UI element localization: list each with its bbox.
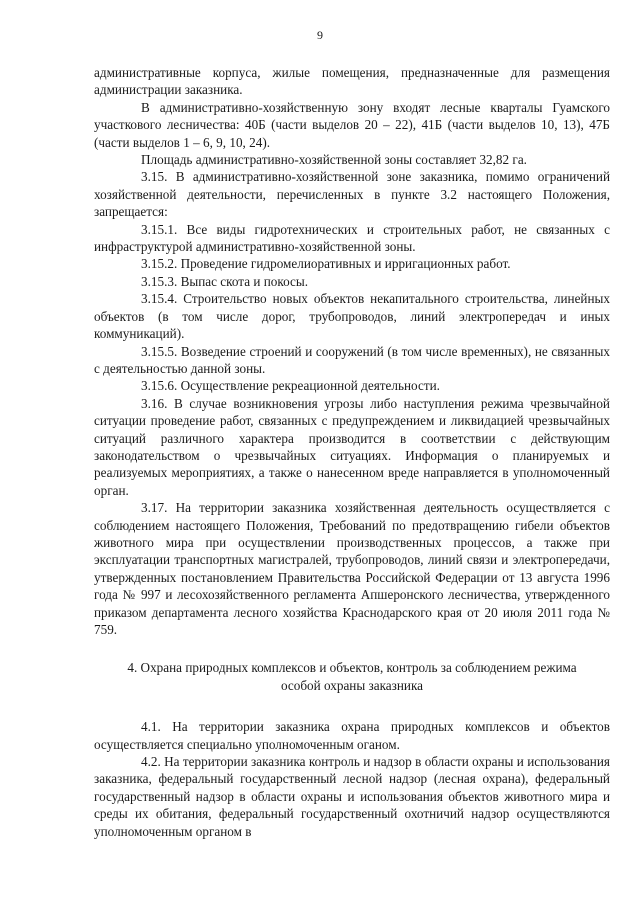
paragraph: 3.16. В случае возникновения угрозы либо наступления режима чрезвычайной ситуации проведение работ, связанных с предупреждением и ликвидацией чрезвычайных ситуаций различного характера производится в соответствии с действующим законодательством о чрезвычайных ситуациях. Информация о планируемых и реализуемых мероприятиях, а также о нанесенном вреде направляется в уполномоченный орган. (94, 395, 610, 498)
paragraph: 3.15. В административно-хозяйственной зоне заказника, помимо ограничений хозяйственной деятельности, перечисленных в пункте 3.2 настоящего Положения, запрещается: (94, 169, 610, 220)
paragraph: 3.15.2. Проведение гидромелиоративных и ирригационных работ. (141, 256, 511, 272)
paragraph: В административно-хозяйственную зону входят лесные кварталы Гуамского участкового лесничества: 40Б (части выделов 20 – 22), 41Б (части выделов 10, 13), 47Б (части выделов 1 – 6, 9, 10, 24). (94, 99, 610, 150)
paragraph: Площадь административно-хозяйственной зоны составляет 32,82 га. (141, 152, 527, 168)
paragraph: 4.1. На территории заказника охрана природных комплексов и объектов осуществляется специально уполномоченным оганом. (94, 719, 610, 752)
section-heading: 4. Охрана природных комплексов и объектов, контроль за соблюдением режима особой охраны заказника (127, 660, 577, 693)
paragraph: 4.2. На территории заказника контроль и надзор в области охраны и использования заказника, федеральный государственный лесной надзор (лесная охрана), федеральный государственный надзор в области охраны и использования объектов животного мира и среды их обитания, федеральный государственный охотничий надзор осуществляются уполномоченным органом в (94, 754, 610, 839)
page-number: 9 (317, 28, 323, 42)
paragraph: 3.15.6. Осуществление рекреационной деятельности. (141, 378, 440, 394)
paragraph: 3.15.1. Все виды гидротехнических и строительных работ, не связанных с инфраструктурой административно-хозяйственной зоны. (94, 221, 610, 255)
paragraph: 3.15.3. Выпас скота и покосы. (141, 273, 309, 289)
paragraph: 3.17. На территории заказника хозяйственная деятельность осуществляется с соблюдением настоящего Положения, Требований по предотвращению гибели объектов животного мира при осуществлении производственных процессов, а также при эксплуатации транспортных магистралей, трубопроводов, линий связи и электропередачи, утвержденных постановлением Правительства Российской Федерации от 13 августа 1996 года № 997 и лесохозяйственного регламента Апшеронского лесничества, утвержденного приказом департамента лесного хозяйства Краснодарского края от 20 июля 2011 года № 759. (94, 500, 610, 637)
paragraph: административные корпуса, жилые помещения, предназначенные для размещения администрации заказника. (94, 65, 610, 98)
document-body (94, 64, 610, 840)
paragraph: 3.15.5. Возведение строений и сооружений (в том числе временных), не связанных с деятельностью данной зоны. (94, 343, 610, 376)
paragraph: 3.15.4. Строительство новых объектов некапитального строительства, линейных объектов (в том числе дорог, трубопроводов, линий электропередач и иных коммуникаций). (94, 291, 610, 342)
